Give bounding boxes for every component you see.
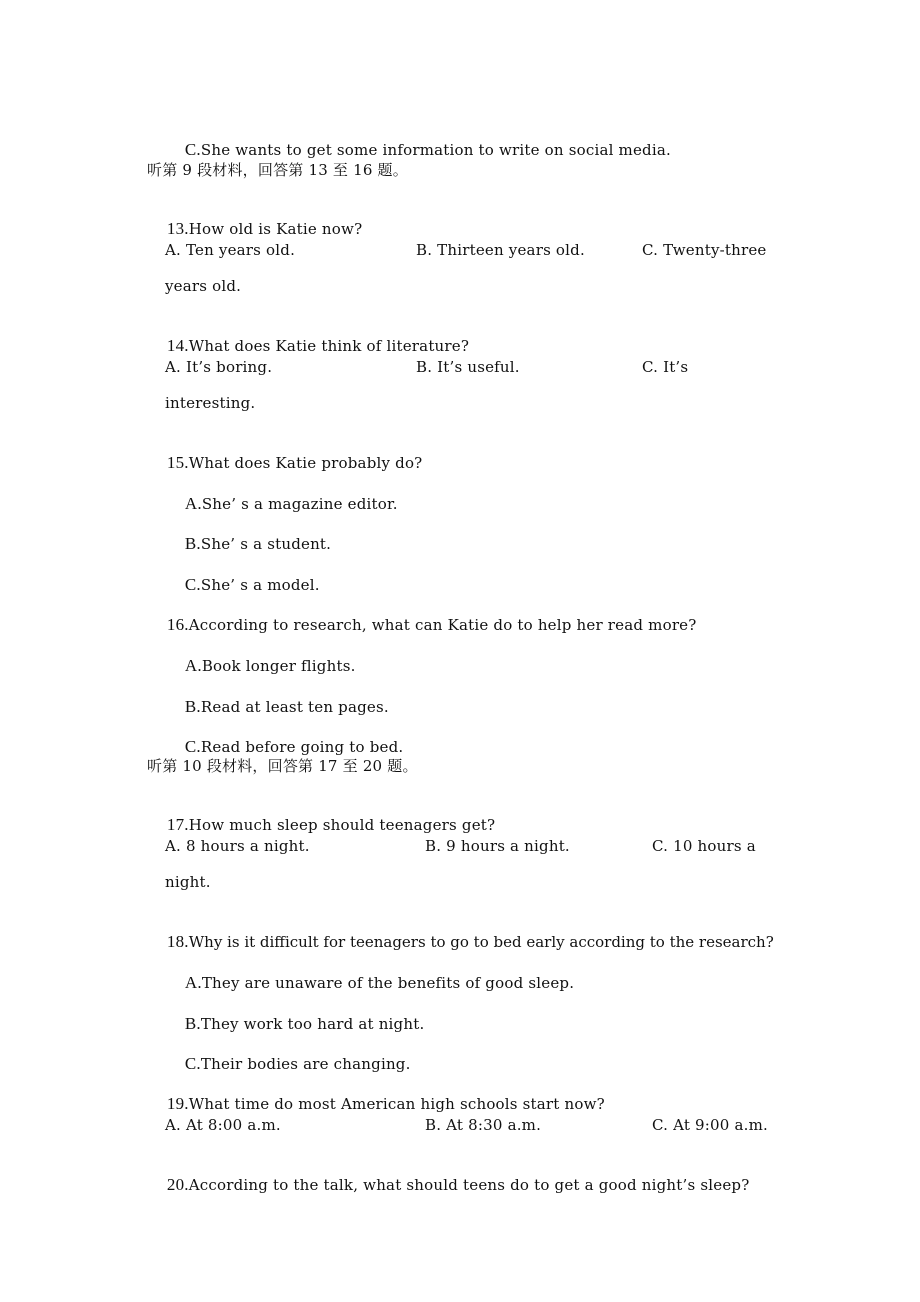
option-a: A. At 8:00 a.m.: [165, 1116, 281, 1134]
option-c: C. At 9:00 a.m.: [652, 1116, 768, 1134]
question-number: 18.: [166, 932, 189, 951]
option-text: They are unaware of the benefits of good sleep.: [201, 974, 575, 992]
question-number: 13.: [166, 219, 189, 238]
question-number: 14.: [166, 336, 189, 355]
option-letter: C.: [184, 140, 201, 159]
option-b: B. 9 hours a night.: [425, 837, 570, 855]
option-letter: C.: [184, 1054, 201, 1073]
option-text: Their bodies are changing.: [200, 1055, 411, 1073]
question-number: 19.: [166, 1094, 189, 1113]
option-text: They work too hard at night.: [200, 1015, 425, 1033]
question-text: What does Katie think of literature?: [188, 337, 470, 355]
option-letter: A.: [184, 494, 202, 513]
option-letter: A.: [184, 973, 202, 992]
question-number: 16.: [166, 615, 189, 634]
option-text: Read before going to bed.: [200, 738, 404, 756]
question-number: 15.: [166, 453, 189, 472]
section-heading-10: 听第 10 段材料，回答第 17 至 20 题。: [147, 757, 418, 775]
option-letter: C.: [184, 575, 201, 594]
option-b: B. Thirteen years old.: [416, 241, 585, 259]
option-c-continued: night.: [165, 873, 211, 891]
question-text: According to research, what can Katie do to help her read more?: [188, 616, 697, 634]
option-letter: B.: [184, 534, 201, 553]
option-a: A. 8 hours a night.: [165, 837, 310, 855]
option-text: Read at least ten pages.: [200, 698, 389, 716]
option-a: A. Ten years old.: [165, 241, 296, 259]
option-text: She’ s a model.: [200, 576, 320, 594]
option-a: A. It’s boring.: [165, 358, 273, 376]
question-text: How much sleep should teenagers get?: [188, 816, 496, 834]
option-c: C. It’s: [642, 358, 689, 376]
option-text: Book longer flights.: [201, 657, 356, 675]
question-number: 20.: [166, 1175, 189, 1194]
question-text: What does Katie probably do?: [188, 454, 423, 472]
question-text: How old is Katie now?: [188, 220, 363, 238]
option-text: She’ s a student.: [200, 535, 332, 553]
option-b: B. It’s useful.: [416, 358, 520, 376]
option-letter: B.: [184, 697, 201, 716]
option-c: C. Twenty-three: [642, 241, 767, 259]
option-text: She wants to get some information to write on social media.: [200, 141, 671, 159]
question-text: Why is it difficult for teenagers to go to bed early according to the research?: [188, 933, 774, 951]
question-text: According to the talk, what should teens do to get a good night’s sleep?: [188, 1176, 750, 1194]
option-b: B. At 8:30 a.m.: [425, 1116, 542, 1134]
question-20: [147, 1155, 749, 1215]
option-c-continued: interesting.: [165, 394, 256, 412]
option-text: She’ s a magazine editor.: [201, 495, 398, 513]
option-c: C. 10 hours a: [652, 837, 756, 855]
question-number: 17.: [166, 815, 189, 834]
section-heading-9: 听第 9 段材料，回答第 13 至 16 题。: [147, 161, 408, 179]
option-letter: A.: [184, 656, 202, 675]
question-text: What time do most American high schools start now?: [188, 1095, 605, 1113]
option-letter: B.: [184, 1014, 201, 1033]
option-letter: C.: [184, 737, 201, 756]
option-c-continued: years old.: [165, 277, 242, 295]
